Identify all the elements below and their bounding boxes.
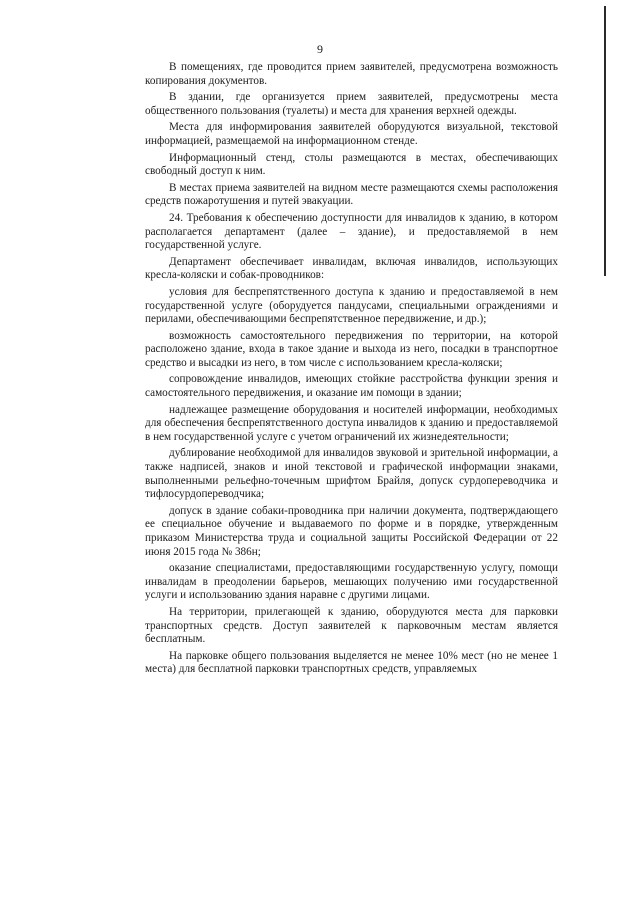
list-item: возможность самостоятельного передвижения по территории, на которой расположено здание, входа в такое здание и выхода из него, посадки в транспортное средство и высадки из него, в том числе с использованием кресла-коляски; [145, 329, 558, 369]
paragraph: В здании, где организуется прием заявителей, предусмотрены места общественного пользования (туалеты) и места для хранения верхней одежды. [145, 91, 558, 117]
paragraph: Информационный стенд, столы размещаются в местах, обеспечивающих свободный доступ к ним. [145, 151, 558, 178]
list-item: оказание специалистами, предоставляющими государственную услугу, помощи инвалидам в преодолении барьеров, мешающих получению ими государственной услуги и использованию здания наравне с другими лицами. [145, 562, 558, 602]
paragraph: В местах приема заявителей на видном месте размещаются схемы расположения средств пожаротушения и путей эвакуации. [145, 181, 558, 208]
paragraph: На территории, прилегающей к зданию, оборудуются места для парковки транспортных средств. Доступ заявителей к парковочным местам является бесплатным. [145, 605, 558, 646]
list-item: допуск в здание собаки-проводника при наличии документа, подтверждающего ее специальное обучение и выдаваемого по форме и в порядке, утвержденным приказом Министерства труда и социальной защиты Российской Федерации от 22 июня 2015 года № 386н; [145, 504, 558, 558]
list-item: условия для беспрепятственного доступа к зданию и предоставляемой в нем государственной услуге (оборудуется пандусами, специальными ограждениями и перилами, обеспечивающими беспрепятственное передвижение, и др.); [145, 285, 558, 326]
paragraph: На парковке общего пользования выделяется не менее 10% мест (но не менее 1 места) для бесплатной парковки транспортных средств, управляемых [145, 649, 558, 676]
document-body [145, 61, 558, 680]
paragraph: Департамент обеспечивает инвалидам, включая инвалидов, использующих кресла-коляски и собак-проводников: [145, 255, 558, 282]
list-item: сопровождение инвалидов, имеющих стойкие расстройства функции зрения и самостоятельного передвижения, и оказание им помощи в здании; [145, 373, 558, 400]
page-number: 9 [317, 42, 323, 56]
list-item: дублирование необходимой для инвалидов звуковой и зрительной информации, а также надписей, знаков и иной текстовой и графической информации знаками, выполненными рельефно-точечным шрифтом Брайля, допуск сурдопереводчика и тифлосурдопереводчика; [145, 447, 558, 501]
paragraph: В помещениях, где проводится прием заявителей, предусмотрена возможность копирования документов. [145, 61, 558, 87]
list-item: надлежащее размещение оборудования и носителей информации, необходимых для обеспечения беспрепятственного доступа инвалидов к зданию и предоставляемой в нем государственной услуге с учетом ограничений их жизнедеятельности; [145, 403, 558, 443]
paragraph: Места для информирования заявителей оборудуются визуальной, текстовой информацией, размещаемой на информационном стенде. [145, 121, 558, 147]
section-heading-24: 24. Требования к обеспечению доступности для инвалидов к зданию, в котором располагается департамент (далее – здание), и предоставляемой в нем государственной услуге. [145, 211, 558, 252]
